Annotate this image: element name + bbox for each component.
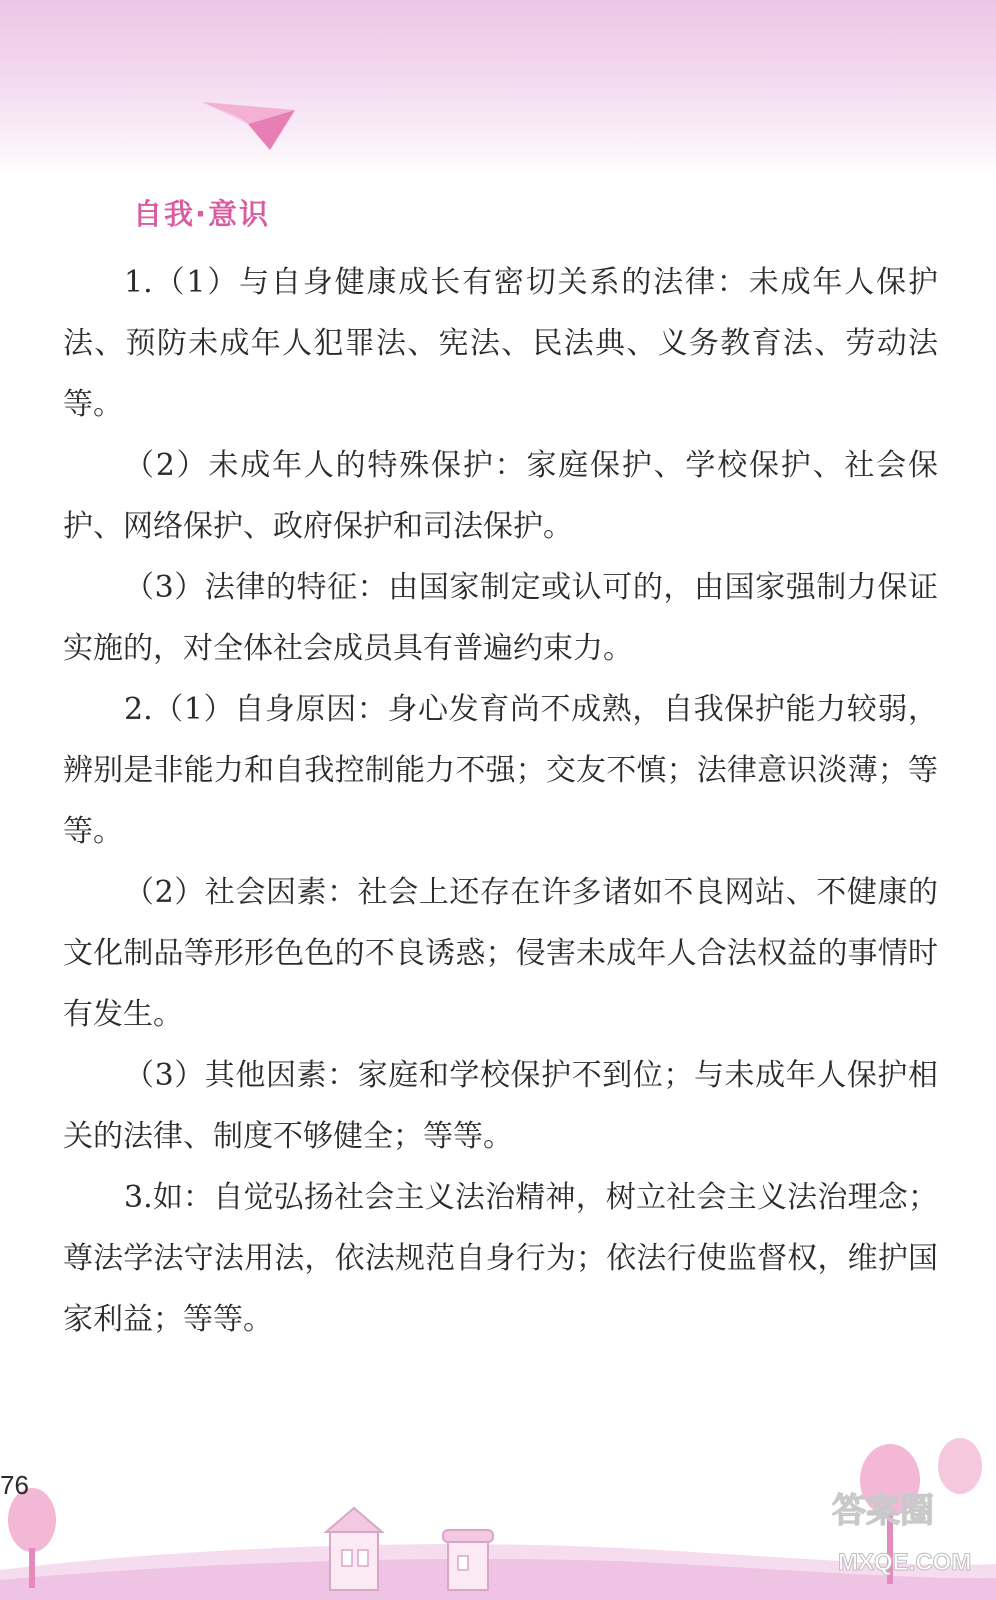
watermark xyxy=(828,1470,996,1600)
house-icon xyxy=(443,1530,493,1590)
watermark-url: MXQE.COM xyxy=(838,1549,972,1576)
paragraph: （3）法律的特征：由国家制定或认可的，由国家强制力保证实施的，对全体社会成员具有普遍约束力。 xyxy=(63,570,938,666)
watermark-text: 答案圈 xyxy=(832,1491,934,1531)
paragraph: 2.（1）自身原因：身心发育尚不成熟，自我保护能力较弱，辨别是非能力和自我控制能力不强；交友不慎；法律意识淡薄；等等。 xyxy=(63,692,938,849)
paragraph: 1.（1）与自身健康成长有密切关系的法律：未成年人保护法、预防未成年人犯罪法、宪法、民法典、义务教育法、劳动法等。 xyxy=(63,265,938,422)
page-number: 76 xyxy=(0,1470,29,1500)
paragraph: （2）社会因素：社会上还存在许多诸如不良网站、不健康的文化制品等形形色色的不良诱惑；侵害未成年人合法权益的事情时有发生。 xyxy=(63,875,938,1032)
paragraph: 3.如：自觉弘扬社会主义法治精神，树立社会主义法治理念；尊法学法守法用法，依法规范自身行为；依法行使监督权，维护国家利益；等等。 xyxy=(63,1180,938,1337)
paper-plane-icon xyxy=(200,96,300,154)
answer-content xyxy=(63,252,938,1350)
paragraph: （2）未成年人的特殊保护：家庭保护、学校保护、社会保护、网络保护、政府保护和司法保护。 xyxy=(63,448,938,544)
section-title: 自我·意识 xyxy=(133,197,271,231)
header-band xyxy=(0,0,996,175)
house-icon xyxy=(326,1508,382,1590)
paragraph: （3）其他因素：家庭和学校保护不到位；与未成年人保护相关的法律、制度不够健全；等等。 xyxy=(63,1058,938,1154)
